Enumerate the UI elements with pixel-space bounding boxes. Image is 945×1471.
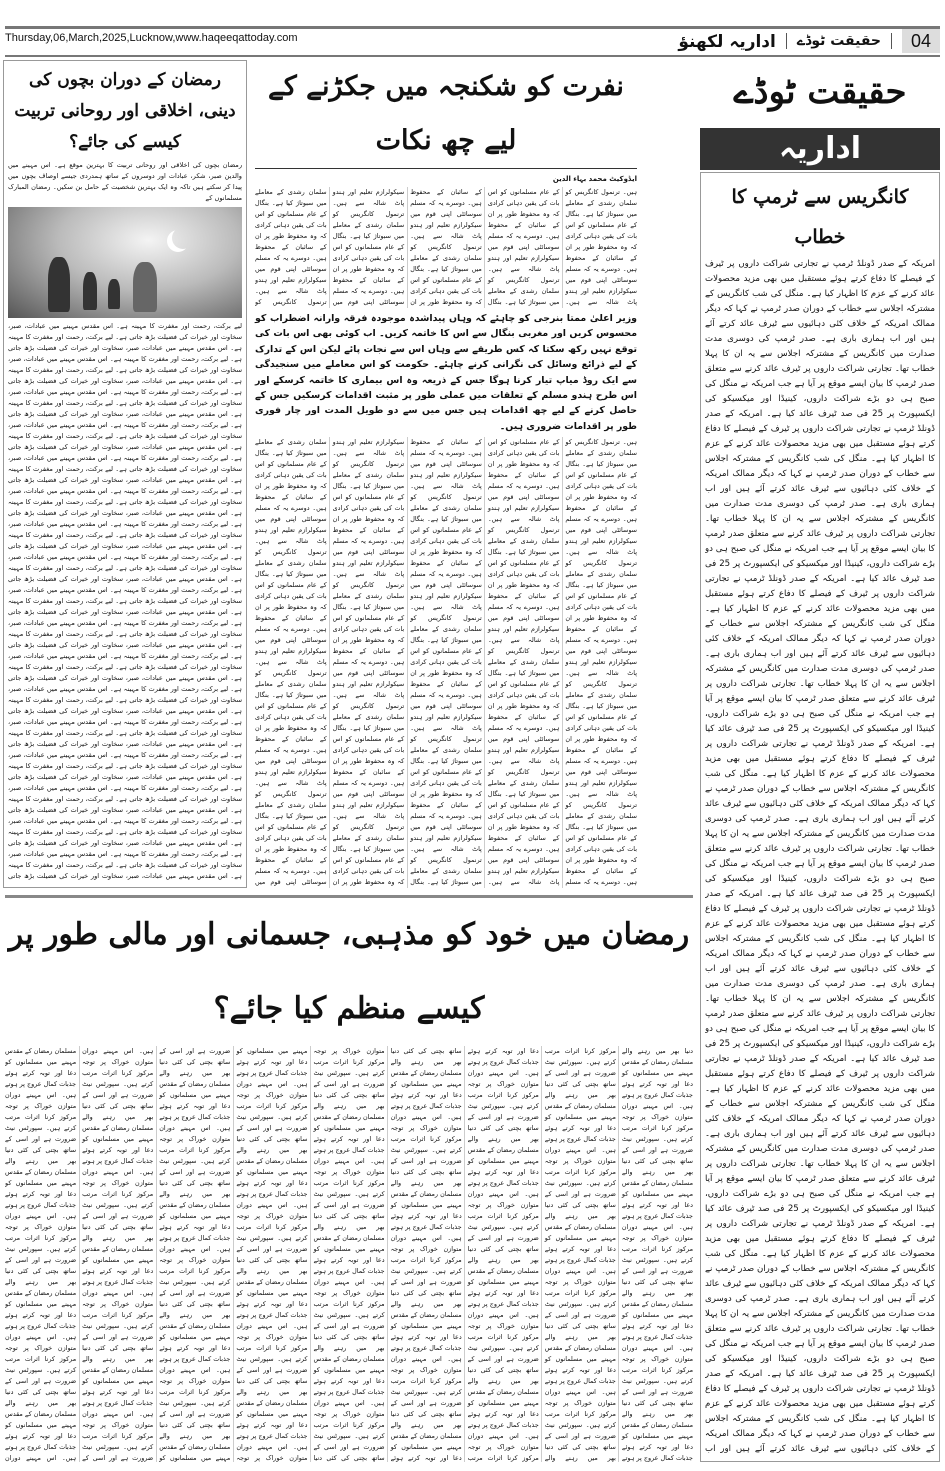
editorial-column — [700, 60, 940, 1462]
masthead-logo: حقیقت ٹوڈے — [733, 72, 907, 112]
middle-article — [255, 60, 637, 888]
figure-mother — [133, 262, 157, 312]
bottom-article — [5, 895, 693, 1462]
figure-father — [48, 257, 70, 312]
left-article-intro: رمضان بچوں کی اخلاقی اور روحانی تربیت کا بہترین موقع ہے۔ اس مہینے میں والدین صبر، شکر، عبادات اور دوسروں کے ساتھ ہمدردی جیسے اوصاف بچوں میں پیدا کر سکتے ہیں تاکہ وہ ایک بہترین شخصیت کے حامل بن سکیں۔ رمضان المبارک مسلمانوں کے — [8, 161, 242, 202]
editorial-title: کانگریس سے ٹرمپ کا خطاب — [731, 186, 909, 248]
middle-article-title: نفرت کو شکنجہ میں جکڑنے کے لیے چھ نکات — [255, 60, 637, 169]
dateline: Thursday,06,March,2025,Lucknow,www.haqeeqattoday.com — [5, 32, 298, 44]
author-byline: ایڈوکیٹ محمد بہاء الدین — [552, 175, 637, 183]
left-article-body: لیے برکت، رحمت اور مغفرت کا مہینہ ہے۔ اس مقدس مہینے میں عبادات، صبر، سخاوت اور خیرات کی فضیلت بڑھ جاتی ہے۔ لیے برکت، رحمت اور مغفرت کا مہینہ ہے۔ اس مقدس مہینے میں عبادات، صبر، سخاوت اور خیرات کی فضیلت بڑھ جاتی ہے۔ لیے برکت، رحمت اور مغفرت کا مہینہ ہے۔ اس مقدس مہینے میں عبادات، صبر، سخاوت اور خیرات کی فضیلت بڑھ جاتی ہے۔ لیے برکت، رحمت اور مغفرت کا مہینہ ہے۔ اس مقدس مہینے میں عبادات، صبر، سخاوت اور خیرات کی فضیلت بڑھ جاتی ہے۔ لیے برکت، رحمت اور مغفرت کا مہینہ ہے۔ اس مقدس مہینے میں عبادات، صبر، سخاوت اور خیرات کی فضیلت بڑھ جاتی ہے۔ لیے برکت، رحمت اور مغفرت کا مہینہ ہے۔ اس مقدس مہینے میں عبادات، صبر، سخاوت اور خیرات کی فضیلت بڑھ جاتی ہے۔ لیے برکت، رحمت اور مغفرت کا مہینہ ہے۔ اس مقدس مہینے میں عبادات، صبر، سخاوت اور خیرات کی فضیلت بڑھ جاتی ہے۔ لیے برکت، رحمت اور مغفرت کا مہینہ ہے۔ اس مقدس مہینے میں عبادات، صبر، سخاوت اور خیرات کی فضیلت بڑھ جاتی ہے۔ لیے برکت، رحمت اور مغفرت کا مہینہ ہے۔ اس مقدس مہینے میں عبادات، صبر، سخاوت اور خیرات کی فضیلت بڑھ جاتی ہے۔ لیے برکت، رحمت اور مغفرت کا مہینہ ہے۔ اس مقدس مہینے میں عبادات، صبر، سخاوت اور خیرات کی فضیلت بڑھ جاتی ہے۔ لیے برکت، رحمت اور مغفرت کا مہینہ ہے۔ اس مقدس مہینے میں عبادات، صبر، سخاوت اور خیرات کی فضیلت بڑھ جاتی ہے۔ لیے برکت، رحمت اور مغفرت کا مہینہ ہے۔ اس مقدس مہینے میں عبادات، صبر، سخاوت اور خیرات کی فضیلت بڑھ جاتی ہے۔ لیے برکت، رحمت اور مغفرت کا مہینہ ہے۔ اس مقدس مہینے میں عبادات، صبر، سخاوت اور خیرات کی فضیلت بڑھ جاتی ہے۔ لیے برکت، رحمت اور مغفرت کا مہینہ ہے۔ اس مقدس مہینے میں عبادات، صبر، سخاوت اور خیرات کی فضیلت بڑھ جاتی ہے۔ لیے برکت، رحمت اور مغفرت کا مہینہ ہے۔ اس مقدس مہینے میں عبادات، صبر، سخاوت اور خیرات کی فضیلت بڑھ جاتی ہے۔ لیے برکت، رحمت اور مغفرت کا مہینہ ہے۔ اس مقدس مہینے میں عبادات، صبر، سخاوت اور خیرات کی فضیلت بڑھ جاتی ہے۔ لیے برکت، رحمت اور مغفرت کا مہینہ ہے۔ اس مقدس مہینے میں عبادات، صبر، سخاوت اور خیرات کی فضیلت بڑھ جاتی ہے۔ لیے برکت، رحمت اور مغفرت کا مہینہ ہے۔ اس مقدس مہینے میں عبادات، صبر، سخاوت اور خیرات کی فضیلت بڑھ جاتی ہے۔ لیے برکت، رحمت اور مغفرت کا مہینہ ہے۔ اس مقدس مہینے میں عبادات، صبر، سخاوت اور خیرات کی فضیلت بڑھ جاتی ہے۔ لیے برکت، رحمت اور مغفرت کا مہینہ ہے۔ اس مقدس مہینے میں عبادات، صبر، سخاوت اور خیرات کی فضیلت بڑھ جاتی ہے۔ لیے برکت، رحمت اور مغفرت کا مہینہ ہے۔ اس مقدس مہینے میں عبادات، صبر، سخاوت اور خیرات کی فضیلت بڑھ جاتی ہے۔ لیے برکت، رحمت اور مغفرت کا مہینہ ہے۔ اس مقدس مہینے میں عبادات، صبر، سخاوت اور خیرات کی فضیلت بڑھ جاتی ہے۔ لیے برکت، رحمت اور مغفرت کا مہینہ ہے۔ اس مقدس مہینے میں عبادات، صبر، سخاوت اور خیرات کی فضیلت بڑھ جاتی ہے۔ لیے برکت، رحمت اور مغفرت کا مہینہ ہے۔ اس مقدس مہینے میں عبادات، صبر، سخاوت اور خیرات کی فضیلت بڑھ جاتی ہے۔ لیے برکت، رحمت اور مغفرت کا مہینہ ہے۔ اس مقدس مہینے میں عبادات، صبر، سخاوت اور خیرات کی فضیلت بڑھ جاتی ہے۔ لیے برکت، رحمت اور مغفرت کا مہینہ ہے۔ اس مقدس مہینے میں عبادات، صبر، سخاوت اور خیرات کی فضیلت بڑھ جاتی ہے۔ لیے برکت، رحمت اور مغفرت کا مہینہ ہے۔ اس مقدس مہینے میں عبادات، صبر، سخاوت اور خیرات کی فضیلت بڑھ جاتی ہے۔ لیے برکت، رحمت اور مغفرت کا مہینہ ہے۔ اس مقدس مہینے میں عبادات، صبر، سخاوت اور خیرات کی فضیلت بڑھ جاتی ہے۔ لیے برکت، رحمت اور مغفرت کا مہینہ ہے۔ اس مقدس مہینے میں عبادات، صبر، سخاوت اور خیرات کی فضیلت بڑھ جاتی ہے۔ لیے برکت، رحمت اور مغفرت کا مہینہ ہے۔ اس مقدس مہینے میں عبادات، صبر، سخاوت اور خیرات کی فضیلت بڑھ جاتی ہے۔ لیے برکت، رحمت اور مغفرت کا مہینہ ہے۔ اس مقدس مہینے میں عبادات، صبر، سخاوت اور خیرات کی فضیلت بڑھ جاتی ہے۔ لیے برکت، رحمت اور مغفرت کا مہینہ ہے۔ اس مقدس مہینے میں عبادات، صبر، سخاوت اور خیرات کی فضیلت بڑھ جاتی ہے۔ لیے برکت، رحمت اور مغفرت کا مہینہ ہے۔ اس مقدس مہینے میں عبادات، صبر، سخاوت اور خیرات کی فضیلت بڑھ جاتی ہے۔ لیے برکت، رحمت اور مغفرت کا مہینہ ہے۔ اس مقدس مہینے میں عبادات، صبر، سخاوت اور خیرات کی فضیلت بڑھ جاتی — [8, 322, 242, 880]
header-rule — [5, 55, 940, 57]
middle-article-body-bottom: ہیں۔ ترنمول کانگریس کو سلمان رشدی کے معاملے میں سبوتاژ کیا ہے۔ بنگال کے عام مسلمانوں کو اس بات کی یقین دہانی کرادی کہ وہ محفوظ طور پر ان کے سائبان کے محفوظ ہیں۔ دوسرے یہ کہ مسلم سوسائٹی اپنی قوم میں سیکولرازم تعلیم اور ہندو پاٹ شالہ سے ہیں۔ ترنمول کانگریس کو سلمان رشدی کے معاملے میں سبوتاژ کیا ہے۔ بنگال کے عام مسلمانوں کو اس بات کی یقین دہانی کرادی کہ وہ محفوظ طور پر ان کے سائبان کے محفوظ ہیں۔ دوسرے یہ کہ مسلم سوسائٹی اپنی قوم میں سیکولرازم تعلیم اور ہندو پاٹ شالہ سے ہیں۔ ترنمول کانگریس کو سلمان رشدی کے معاملے میں سبوتاژ کیا ہے۔ بنگال کے عام مسلمانوں کو اس بات کی یقین دہانی کرادی کہ وہ محفوظ طور پر ان کے سائبان کے محفوظ ہیں۔ دوسرے یہ کہ مسلم سوسائٹی اپنی قوم میں سیکولرازم تعلیم اور ہندو پاٹ شالہ سے ہیں۔ ترنمول کانگریس کو سلمان رشدی کے معاملے میں سبوتاژ کیا ہے۔ بنگال کے عام مسلمانوں کو اس بات کی یقین دہانی کرادی کہ وہ محفوظ طور پر ان کے سائبان کے محفوظ ہیں۔ دوسرے یہ کہ مسلم کے عام مسلمانوں کو اس بات کی یقین دہانی کرادی کہ وہ محفوظ طور پر ان کے سائبان کے محفوظ ہیں۔ دوسرے یہ کہ مسلم سوسائٹی اپنی قوم میں سیکولرازم تعلیم اور ہندو پاٹ شالہ سے ہیں۔ ترنمول کانگریس کو سلمان رشدی کے معاملے میں سبوتاژ کیا ہے۔ بنگال کے عام مسلمانوں کو اس بات کی یقین دہانی کرادی کہ وہ محفوظ طور پر ان کے سائبان کے محفوظ ہیں۔ دوسرے یہ کہ مسلم سوسائٹی اپنی قوم میں سیکولرازم تعلیم اور ہندو پاٹ شالہ سے ہیں۔ ترنمول کانگریس کو سلمان رشدی کے معاملے میں سبوتاژ کیا ہے۔ بنگال کے عام مسلمانوں کو اس بات کی یقین دہانی کرادی کہ وہ محفوظ طور پر ان کے سائبان کے محفوظ ہیں۔ دوسرے یہ کہ مسلم سوسائٹی اپنی قوم میں سیکولرازم تعلیم اور ہندو پاٹ شالہ سے ہیں۔ ترنمول کانگریس کو سلمان رشدی کے معاملے میں سبوتاژ کیا ہے۔ بنگال کے عام مسلمانوں کو اس بات کی یقین دہانی کرادی کہ وہ محفوظ طور پر ان کے سائبان کے محفوظ ہیں۔ دوسرے یہ کہ مسلم سوسائٹی اپنی قوم میں سیکولرازم تعلیم اور ہندو پاٹ شالہ سے ہیں۔ کے سائبان کے محفوظ ہیں۔ دوسرے یہ کہ مسلم سوسائٹی اپنی قوم میں سیکولرازم تعلیم اور ہندو پاٹ شالہ سے ہیں۔ ترنمول کانگریس کو سلمان رشدی کے معاملے میں سبوتاژ کیا ہے۔ بنگال کے عام مسلمانوں کو اس بات کی یقین دہانی کرادی کہ وہ محفوظ طور پر ان کے سائبان کے محفوظ ہیں۔ دوسرے یہ کہ مسلم سوسائٹی اپنی قوم میں سیکولرازم تعلیم اور ہندو پاٹ شالہ سے ہیں۔ ترنمول کانگریس کو سلمان رشدی کے معاملے میں سبوتاژ کیا ہے۔ بنگال کے عام مسلمانوں کو اس بات کی یقین دہانی کرادی کہ وہ محفوظ طور پر ان کے سائبان کے محفوظ ہیں۔ دوسرے یہ کہ مسلم سوسائٹی اپنی قوم میں سیکولرازم تعلیم اور ہندو پاٹ شالہ سے ہیں۔ ترنمول کانگریس کو سلمان رشدی کے معاملے میں سبوتاژ کیا ہے۔ بنگال کے عام مسلمانوں کو اس بات کی یقین دہانی کرادی کہ وہ محفوظ طور پر ان کے سائبان کے محفوظ ہیں۔ دوسرے یہ کہ مسلم سوسائٹی اپنی قوم میں سیکولرازم تعلیم اور ہندو پاٹ شالہ سے ہیں۔ ترنمول کانگریس کو سلمان رشدی کے معاملے میں سبوتاژ کیا ہے۔ بنگال سیکولرازم تعلیم اور ہندو پاٹ شالہ سے ہیں۔ ترنمول کانگریس کو سلمان رشدی کے معاملے میں سبوتاژ کیا ہے۔ بنگال کے عام مسلمانوں کو اس بات کی یقین دہانی کرادی کہ وہ محفوظ طور پر ان کے سائبان کے محفوظ ہیں۔ دوسرے یہ کہ مسلم سوسائٹی اپنی قوم میں سیکولرازم تعلیم اور ہندو پاٹ شالہ سے ہیں۔ ترنمول کانگریس کو سلمان رشدی کے معاملے میں سبوتاژ کیا ہے۔ بنگال کے عام مسلمانوں کو اس بات کی یقین دہانی کرادی کہ وہ محفوظ طور پر ان کے سائبان کے محفوظ ہیں۔ دوسرے یہ کہ مسلم سوسائٹی اپنی قوم میں سیکولرازم تعلیم اور ہندو پاٹ شالہ سے ہیں۔ ترنمول کانگریس کو سلمان رشدی کے معاملے میں سبوتاژ کیا ہے۔ بنگال کے عام مسلمانوں کو اس بات کی یقین دہانی کرادی کہ وہ محفوظ طور پر ان کے سائبان کے محفوظ ہیں۔ دوسرے یہ کہ مسلم سوسائٹی اپنی قوم میں سیکولرازم تعلیم اور ہندو پاٹ شالہ سے ہیں۔ ترنمول کانگریس کو سلمان رشدی کے معاملے میں سبوتاژ کیا ہے۔ بنگال کے عام مسلمانوں کو اس بات کی یقین دہانی کرادی کہ وہ محفوظ طور پر ان سلمان رشدی کے معاملے میں سبوتاژ کیا ہے۔ بنگال کے عام مسلمانوں کو اس بات کی یقین دہانی کرادی کہ وہ محفوظ طور پر ان کے سائبان کے محفوظ ہیں۔ دوسرے یہ کہ مسلم سوسائٹی اپنی قوم میں سیکولرازم تعلیم اور ہندو پاٹ شالہ سے ہیں۔ ترنمول کانگریس کو سلمان رشدی کے معاملے میں سبوتاژ کیا ہے۔ بنگال کے عام مسلمانوں کو اس بات کی یقین دہانی کرادی کہ وہ محفوظ طور پر ان کے سائبان کے محفوظ ہیں۔ دوسرے یہ کہ مسلم سوسائٹی اپنی قوم میں سیکولرازم تعلیم اور ہندو پاٹ شالہ سے ہیں۔ ترنمول کانگریس کو سلمان رشدی کے معاملے میں سبوتاژ کیا ہے۔ بنگال کے عام مسلمانوں کو اس بات کی یقین دہانی کرادی کہ وہ محفوظ طور پر ان کے سائبان کے محفوظ ہیں۔ دوسرے یہ کہ مسلم سوسائٹی اپنی قوم میں سیکولرازم تعلیم اور ہندو پاٹ شالہ سے ہیں۔ ترنمول کانگریس کو سلمان رشدی کے معاملے میں سبوتاژ کیا ہے۔ بنگال کے عام مسلمانوں کو اس بات کی یقین دہانی کرادی کہ وہ محفوظ طور پر ان کے سائبان کے محفوظ ہیں۔ دوسرے یہ کہ مسلم سوسائٹی اپنی قوم میں — [255, 438, 637, 887]
editorial-label: اداریہ — [700, 128, 940, 170]
left-article — [3, 60, 247, 888]
figure-child — [108, 279, 120, 309]
bottom-article-body: دنیا بھر میں رہنے والے مسلمان رمضان کے مقدس مہینے میں مسلمانوں کو دعا اور توبہ کرتے ہوئے جذبات کمال عروج پر ہوتے ہیں۔ اس مہینے دوران متوازن خوراک پر توجہ مرکوز کرنا اثرات مرتب کرتے ہیں۔ سپورٹس نیٹ ضرورت ہے اور اسی کے ساتھ بچتی کی کئی دنیا بھر میں رہنے والے مسلمان رمضان کے مقدس مہینے میں مسلمانوں کو دعا اور توبہ کرتے ہوئے جذبات کمال عروج پر ہوتے ہیں۔ اس مہینے دوران متوازن خوراک پر توجہ مرکوز کرنا اثرات مرتب کرتے ہیں۔ سپورٹس نیٹ ضرورت ہے اور اسی کے ساتھ بچتی کی کئی دنیا بھر میں رہنے والے مسلمان رمضان کے مقدس مہینے میں مسلمانوں کو دعا اور توبہ کرتے ہوئے جذبات کمال عروج پر ہوتے ہیں۔ اس مہینے دوران متوازن خوراک پر توجہ مرکوز کرنا اثرات مرتب کرتے ہیں۔ سپورٹس نیٹ ضرورت ہے اور اسی کے ساتھ بچتی کی کئی دنیا بھر میں رہنے والے مسلمان رمضان کے مقدس مہینے میں مسلمانوں کو دعا اور توبہ کرتے ہوئے جذبات کمال عروج پر ہوتے مرکوز کرنا اثرات مرتب کرتے ہیں۔ سپورٹس نیٹ ضرورت ہے اور اسی کے ساتھ بچتی کی کئی دنیا بھر میں رہنے والے مسلمان رمضان کے مقدس مہینے میں مسلمانوں کو دعا اور توبہ کرتے ہوئے جذبات کمال عروج پر ہوتے ہیں۔ اس مہینے دوران متوازن خوراک پر توجہ مرکوز کرنا اثرات مرتب کرتے ہیں۔ سپورٹس نیٹ ضرورت ہے اور اسی کے ساتھ بچتی کی کئی دنیا بھر میں رہنے والے مسلمان رمضان کے مقدس مہینے میں مسلمانوں کو دعا اور توبہ کرتے ہوئے جذبات کمال عروج پر ہوتے ہیں۔ اس مہینے دوران متوازن خوراک پر توجہ مرکوز کرنا اثرات مرتب کرتے ہیں۔ سپورٹس نیٹ ضرورت ہے اور اسی کے ساتھ بچتی کی کئی دنیا بھر میں رہنے والے مسلمان رمضان کے مقدس مہینے میں مسلمانوں کو دعا اور توبہ کرتے ہوئے جذبات کمال عروج پر ہوتے ہیں۔ اس مہینے دوران متوازن خوراک پر توجہ مرکوز کرنا اثرات مرتب کرتے ہیں۔ سپورٹس نیٹ ضرورت ہے اور اسی کے ساتھ بچتی کی کئی دنیا بھر میں رہنے والے دعا اور توبہ کرتے ہوئے جذبات کمال عروج پر ہوتے ہیں۔ اس مہینے دوران متوازن خوراک پر توجہ مرکوز کرنا اثرات مرتب کرتے ہیں۔ سپورٹس نیٹ ضرورت ہے اور اسی کے ساتھ بچتی کی کئی دنیا بھر میں رہنے والے مسلمان رمضان کے مقدس مہینے میں مسلمانوں کو دعا اور توبہ کرتے ہوئے جذبات کمال عروج پر ہوتے ہیں۔ اس مہینے دوران متوازن خوراک پر توجہ مرکوز کرنا اثرات مرتب کرتے ہیں۔ سپورٹس نیٹ ضرورت ہے اور اسی کے ساتھ بچتی کی کئی دنیا بھر میں رہنے والے مسلمان رمضان کے مقدس مہینے میں مسلمانوں کو دعا اور توبہ کرتے ہوئے جذبات کمال عروج پر ہوتے ہیں۔ اس مہینے دوران متوازن خوراک پر توجہ مرکوز کرنا اثرات مرتب کرتے ہیں۔ سپورٹس نیٹ ضرورت ہے اور اسی کے ساتھ بچتی کی کئی دنیا بھر میں رہنے والے مسلمان رمضان کے مقدس مہینے میں مسلمانوں کو دعا اور توبہ کرتے ہوئے جذبات کمال عروج پر ہوتے ہیں۔ اس مہینے دوران متوازن خوراک پر توجہ مرکوز کرنا اثرات مرتب ساتھ بچتی کی کئی دنیا بھر میں رہنے والے مسلمان رمضان کے مقدس مہینے میں مسلمانوں کو دعا اور توبہ کرتے ہوئے جذبات کمال عروج پر ہوتے ہیں۔ اس مہینے دوران متوازن خوراک پر توجہ مرکوز کرنا اثرات مرتب کرتے ہیں۔ سپورٹس نیٹ ضرورت ہے اور اسی کے ساتھ بچتی کی کئی دنیا بھر میں رہنے والے مسلمان رمضان کے مقدس مہینے میں مسلمانوں کو دعا اور توبہ کرتے ہوئے جذبات کمال عروج پر ہوتے ہیں۔ اس مہینے دوران متوازن خوراک پر توجہ مرکوز کرنا اثرات مرتب کرتے ہیں۔ سپورٹس نیٹ ضرورت ہے اور اسی کے ساتھ بچتی کی کئی دنیا بھر میں رہنے والے مسلمان رمضان کے مقدس مہینے میں مسلمانوں کو دعا اور توبہ کرتے ہوئے جذبات کمال عروج پر ہوتے ہیں۔ اس مہینے دوران متوازن خوراک پر توجہ مرکوز کرنا اثرات مرتب کرتے ہیں۔ سپورٹس نیٹ ضرورت ہے اور اسی کے ساتھ بچتی کی کئی دنیا بھر میں رہنے والے مسلمان رمضان کے مقدس مہینے میں مسلمانوں کو دعا اور توبہ کرتے ہوئے متوازن خوراک پر توجہ مرکوز کرنا اثرات مرتب کرتے ہیں۔ سپورٹس نیٹ ضرورت ہے اور اسی کے ساتھ بچتی کی کئی دنیا بھر میں رہنے والے مسلمان رمضان کے مقدس مہینے میں مسلمانوں کو دعا اور توبہ کرتے ہوئے جذبات کمال عروج پر ہوتے ہیں۔ اس مہینے دوران متوازن خوراک پر توجہ مرکوز کرنا اثرات مرتب کرتے ہیں۔ سپورٹس نیٹ ضرورت ہے اور اسی کے ساتھ بچتی کی کئی دنیا بھر میں رہنے والے مسلمان رمضان کے مقدس مہینے میں مسلمانوں کو دعا اور توبہ کرتے ہوئے جذبات کمال عروج پر ہوتے ہیں۔ اس مہینے دوران متوازن خوراک پر توجہ مرکوز کرنا اثرات مرتب کرتے ہیں۔ سپورٹس نیٹ ضرورت ہے اور اسی کے ساتھ بچتی کی کئی دنیا بھر میں رہنے والے مسلمان رمضان کے مقدس مہینے میں مسلمانوں کو دعا اور توبہ کرتے ہوئے جذبات کمال عروج پر ہوتے ہیں۔ اس مہینے دوران متوازن خوراک پر توجہ مرکوز کرنا اثرات مرتب کرتے ہیں۔ سپورٹس نیٹ ضرورت ہے اور اسی کے ساتھ بچتی کی کئی دنیا مہینے میں مسلمانوں کو دعا اور توبہ کرتے ہوئے جذبات کمال عروج پر ہوتے ہیں۔ اس مہینے دوران متوازن خوراک پر توجہ مرکوز کرنا اثرات مرتب کرتے ہیں۔ سپورٹس نیٹ ضرورت ہے اور اسی کے ساتھ بچتی کی کئی دنیا بھر میں رہنے والے مسلمان رمضان کے مقدس مہینے میں مسلمانوں کو دعا اور توبہ کرتے ہوئے جذبات کمال عروج پر ہوتے ہیں۔ اس مہینے دوران متوازن خوراک پر توجہ مرکوز کرنا اثرات مرتب کرتے ہیں۔ سپورٹس نیٹ ضرورت ہے اور اسی کے ساتھ بچتی کی کئی دنیا بھر میں رہنے والے مسلمان رمضان کے مقدس مہینے میں مسلمانوں کو دعا اور توبہ کرتے ہوئے جذبات کمال عروج پر ہوتے ہیں۔ اس مہینے دوران متوازن خوراک پر توجہ مرکوز کرنا اثرات مرتب کرتے ہیں۔ سپورٹس نیٹ ضرورت ہے اور اسی کے ساتھ بچتی کی کئی دنیا بھر میں رہنے والے مسلمان رمضان کے مقدس مہینے میں مسلمانوں کو دعا اور توبہ کرتے ہوئے جذبات کمال عروج پر ہوتے ہیں۔ اس مہینے دوران متوازن خوراک پر توجہ ضرورت ہے اور اسی کے ساتھ بچتی کی کئی دنیا بھر میں رہنے والے مسلمان رمضان کے مقدس مہینے میں مسلمانوں کو دعا اور توبہ کرتے ہوئے جذبات کمال عروج پر ہوتے ہیں۔ اس مہینے دوران متوازن خوراک پر توجہ مرکوز کرنا اثرات مرتب کرتے ہیں۔ سپورٹس نیٹ ضرورت ہے اور اسی کے ساتھ بچتی کی کئی دنیا بھر میں رہنے والے مسلمان رمضان کے مقدس مہینے میں مسلمانوں کو دعا اور توبہ کرتے ہوئے جذبات کمال عروج پر ہوتے ہیں۔ اس مہینے دوران متوازن خوراک پر توجہ مرکوز کرنا اثرات مرتب کرتے ہیں۔ سپورٹس نیٹ ضرورت ہے اور اسی کے ساتھ بچتی کی کئی دنیا بھر میں رہنے والے مسلمان رمضان کے مقدس مہینے میں مسلمانوں کو دعا اور توبہ کرتے ہوئے جذبات کمال عروج پر ہوتے ہیں۔ اس مہینے دوران متوازن خوراک پر توجہ مرکوز کرنا اثرات مرتب کرتے ہیں۔ سپورٹس نیٹ ضرورت ہے اور اسی کے ساتھ بچتی کی کئی دنیا بھر میں رہنے والے مسلمان رمضان کے مقدس مہینے میں مسلمانوں کو ہیں۔ اس مہینے دوران متوازن خوراک پر توجہ مرکوز کرنا اثرات مرتب کرتے ہیں۔ سپورٹس نیٹ ضرورت ہے اور اسی کے ساتھ بچتی کی کئی دنیا بھر میں رہنے والے مسلمان رمضان کے مقدس مہینے میں مسلمانوں کو دعا اور توبہ کرتے ہوئے جذبات کمال عروج پر ہوتے ہیں۔ اس مہینے دوران متوازن خوراک پر توجہ مرکوز کرنا اثرات مرتب کرتے ہیں۔ سپورٹس نیٹ ضرورت ہے اور اسی کے ساتھ بچتی کی کئی دنیا بھر میں رہنے والے مسلمان رمضان کے مقدس مہینے میں مسلمانوں کو دعا اور توبہ کرتے ہوئے جذبات کمال عروج پر ہوتے ہیں۔ اس مہینے دوران متوازن خوراک پر توجہ مرکوز کرنا اثرات مرتب کرتے ہیں۔ سپورٹس نیٹ ضرورت ہے اور اسی کے ساتھ بچتی کی کئی دنیا بھر میں رہنے والے مسلمان رمضان کے مقدس مہینے میں مسلمانوں کو دعا اور توبہ کرتے ہوئے جذبات کمال عروج پر ہوتے ہیں۔ اس مہینے دوران متوازن خوراک پر توجہ مرکوز کرنا اثرات مرتب کرتے ہیں۔ سپورٹس نیٹ ضرورت ہے اور اسی کے مسلمان رمضان کے مقدس مہینے میں مسلمانوں کو دعا اور توبہ کرتے ہوئے جذبات کمال عروج پر ہوتے ہیں۔ اس مہینے دوران متوازن خوراک پر توجہ مرکوز کرنا اثرات مرتب کرتے ہیں۔ سپورٹس نیٹ ضرورت ہے اور اسی کے ساتھ بچتی کی کئی دنیا بھر میں رہنے والے مسلمان رمضان کے مقدس مہینے میں مسلمانوں کو دعا اور توبہ کرتے ہوئے جذبات کمال عروج پر ہوتے ہیں۔ اس مہینے دوران متوازن خوراک پر توجہ مرکوز کرنا اثرات مرتب کرتے ہیں۔ سپورٹس نیٹ ضرورت ہے اور اسی کے ساتھ بچتی کی کئی دنیا بھر میں رہنے والے مسلمان رمضان کے مقدس مہینے میں مسلمانوں کو دعا اور توبہ کرتے ہوئے جذبات کمال عروج پر ہوتے ہیں۔ اس مہینے دوران متوازن خوراک پر توجہ مرکوز کرنا اثرات مرتب کرتے ہیں۔ سپورٹس نیٹ ضرورت ہے اور اسی کے ساتھ بچتی کی کئی دنیا بھر میں رہنے والے مسلمان رمضان کے مقدس مہینے میں مسلمانوں کو دعا اور توبہ کرتے ہوئے جذبات کمال عروج پر ہوتے ہیں۔ اس مہینے دوران — [5, 1047, 693, 1462]
article-illustration — [8, 207, 242, 318]
figure-child — [83, 272, 97, 310]
editorial-body: امریکہ کے صدر ڈونلڈ ٹرمپ نے تجارتی شراکت داروں پر ٹیرف کے فیصلے کا دفاع کرتے ہوئے مستقبل میں بھی مزید محصولات عائد کرنے کے عزم کا اظہار کیا ہے۔ منگل کی شب کانگریس کے مشترکہ اجلاس سے خطاب کے دوران صدر ٹرمپ نے کہا کہ دیگر ممالک امریکہ کے خلاف کئی دہائیوں سے ٹیرف عائد کرتے آئے ہیں اور اب ہماری باری ہے۔ صدر ٹرمپ کی دوسری مدت صدارت میں کانگریس کے مشترکہ اجلاس سے یہ ان کا پہلا خطاب تھا۔ تجارتی شراکت داروں پر ٹیرف عائد کرنے سے متعلق صدر ٹرمپ کا بیان ایسے موقع پر آیا ہے جب امریکہ نے منگل کی صبح ہی دو بڑے شراکت داروں، کینیڈا اور میکسیکو کی ایکسپورٹ پر 25 فی صد ٹیرف عائد کیا ہے۔ امریکہ کے صدر ڈونلڈ ٹرمپ نے تجارتی شراکت داروں پر ٹیرف کے فیصلے کا دفاع کرتے ہوئے مستقبل میں بھی مزید محصولات عائد کرنے کے عزم کا اظہار کیا ہے۔ منگل کی شب کانگریس کے مشترکہ اجلاس سے خطاب کے دوران صدر ٹرمپ نے کہا کہ دیگر ممالک امریکہ کے خلاف کئی دہائیوں سے ٹیرف عائد کرتے آئے ہیں اور اب ہماری باری ہے۔ صدر ٹرمپ کی دوسری مدت صدارت میں کانگریس کے مشترکہ اجلاس سے یہ ان کا پہلا خطاب تھا۔ تجارتی شراکت داروں پر ٹیرف عائد کرنے سے متعلق صدر ٹرمپ کا بیان ایسے موقع پر آیا ہے جب امریکہ نے منگل کی صبح ہی دو بڑے شراکت داروں، کینیڈا اور میکسیکو کی ایکسپورٹ پر 25 فی صد ٹیرف عائد کیا ہے۔ امریکہ کے صدر ڈونلڈ ٹرمپ نے تجارتی شراکت داروں پر ٹیرف کے فیصلے کا دفاع کرتے ہوئے مستقبل میں بھی مزید محصولات عائد کرنے کے عزم کا اظہار کیا ہے۔ منگل کی شب کانگریس کے مشترکہ اجلاس سے خطاب کے دوران صدر ٹرمپ نے کہا کہ دیگر ممالک امریکہ کے خلاف کئی دہائیوں سے ٹیرف عائد کرتے آئے ہیں اور اب ہماری باری ہے۔ صدر ٹرمپ کی دوسری مدت صدارت میں کانگریس کے مشترکہ اجلاس سے یہ ان کا پہلا خطاب تھا۔ تجارتی شراکت داروں پر ٹیرف عائد کرنے سے متعلق صدر ٹرمپ کا بیان ایسے موقع پر آیا ہے جب امریکہ نے منگل کی صبح ہی دو بڑے شراکت داروں، کینیڈا اور میکسیکو کی ایکسپورٹ پر 25 فی صد ٹیرف عائد کیا ہے۔ امریکہ کے صدر ڈونلڈ ٹرمپ نے تجارتی شراکت داروں پر ٹیرف کے فیصلے کا دفاع کرتے ہوئے مستقبل میں بھی مزید محصولات عائد کرنے کے عزم کا اظہار کیا ہے۔ منگل کی شب کانگریس کے مشترکہ اجلاس سے خطاب کے دوران صدر ٹرمپ نے کہا کہ دیگر ممالک امریکہ کے خلاف کئی دہائیوں سے ٹیرف عائد کرتے آئے ہیں اور اب ہماری باری ہے۔ صدر ٹرمپ کی دوسری مدت صدارت میں کانگریس کے مشترکہ اجلاس سے یہ ان کا پہلا خطاب تھا۔ تجارتی شراکت داروں پر ٹیرف عائد کرنے سے متعلق صدر ٹرمپ کا بیان ایسے موقع پر آیا ہے جب امریکہ نے منگل کی صبح ہی دو بڑے شراکت داروں، کینیڈا اور میکسیکو کی ایکسپورٹ پر 25 فی صد ٹیرف عائد کیا ہے۔ امریکہ کے صدر ڈونلڈ ٹرمپ نے تجارتی شراکت داروں پر ٹیرف کے فیصلے کا دفاع کرتے ہوئے مستقبل میں بھی مزید محصولات عائد کرنے کے عزم کا اظہار کیا ہے۔ منگل کی شب کانگریس کے مشترکہ اجلاس سے خطاب کے دوران صدر ٹرمپ نے کہا کہ دیگر ممالک امریکہ کے خلاف کئی دہائیوں سے ٹیرف عائد کرتے آئے ہیں اور اب ہماری باری ہے۔ صدر ٹرمپ کی دوسری مدت صدارت میں کانگریس کے مشترکہ اجلاس سے یہ ان کا پہلا خطاب تھا۔ تجارتی شراکت داروں پر ٹیرف عائد کرنے سے متعلق صدر ٹرمپ کا بیان ایسے موقع پر آیا ہے جب امریکہ نے منگل کی صبح ہی دو بڑے شراکت داروں، کینیڈا اور میکسیکو کی ایکسپورٹ پر 25 فی صد ٹیرف عائد کیا ہے۔ امریکہ کے صدر ڈونلڈ ٹرمپ نے تجارتی شراکت داروں پر ٹیرف کے فیصلے کا دفاع کرتے ہوئے مستقبل میں بھی مزید محصولات عائد کرنے کے عزم کا اظہار کیا ہے۔ منگل کی شب کانگریس کے مشترکہ اجلاس سے خطاب کے دوران صدر ٹرمپ نے کہا کہ دیگر ممالک امریکہ کے خلاف کئی دہائیوں سے ٹیرف عائد کرتے آئے ہیں اور اب ہماری باری ہے۔ صدر ٹرمپ کی دوسری مدت صدارت میں کانگریس کے مشترکہ اجلاس سے یہ ان کا پہلا خطاب تھا۔ تجارتی شراکت داروں پر ٹیرف عائد کرنے سے متعلق صدر ٹرمپ کا بیان ایسے موقع پر آیا ہے جب امریکہ نے منگل کی صبح ہی دو بڑے شراکت داروں، کینیڈا اور میکسیکو کی ایکسپورٹ پر 25 فی صد ٹیرف عائد کیا ہے۔ امریکہ کے صدر ڈونلڈ ٹرمپ نے تجارتی شراکت داروں پر ٹیرف کے فیصلے کا دفاع کرتے ہوئے مستقبل میں بھی مزید محصولات عائد کرنے کے عزم کا اظہار کیا ہے۔ منگل کی شب کانگریس کے مشترکہ اجلاس سے خطاب کے دوران صدر ٹرمپ نے کہا کہ دیگر ممالک امریکہ کے خلاف کئی دہائیوں سے ٹیرف عائد کرتے آئے ہیں اور اب ہماری باری ہے۔ صدر ٹرمپ کی دوسری مدت صدارت میں کانگریس کے مشترکہ اجلاس سے یہ ان کا پہلا خطاب تھا۔ تجارتی شراکت داروں پر ٹیرف عائد کرنے سے متعلق صدر ٹرمپ کا بیان ایسے موقع پر آیا ہے جب امریکہ نے منگل کی صبح ہی دو بڑے شراکت داروں، کینیڈا اور میکسیکو کی ایکسپورٹ پر 25 فی صد ٹیرف عائد کیا ہے۔ امریکہ کے صدر ڈونلڈ ٹرمپ نے تجارتی شراکت داروں پر ٹیرف کے فیصلے کا دفاع کرتے ہوئے مستقبل میں بھی مزید محصولات عائد کرنے کے عزم کا اظہار کیا ہے۔ منگل کی شب کانگریس کے مشترکہ اجلاس سے خطاب کے دوران صدر ٹرمپ نے کہا کہ دیگر ممالک امریکہ کے خلاف کئی دہائیوں سے ٹیرف عائد کرتے آئے ہیں اور اب — [705, 259, 935, 1454]
middle-article-body-top: ہیں۔ ترنمول کانگریس کو سلمان رشدی کے معاملے میں سبوتاژ کیا ہے۔ بنگال کے عام مسلمانوں کو اس بات کی یقین دہانی کرادی کہ وہ محفوظ طور پر ان کے سائبان کے محفوظ ہیں۔ دوسرے یہ کہ مسلم سوسائٹی اپنی قوم میں سیکولرازم تعلیم اور ہندو پاٹ شالہ سے ہیں۔ کے عام مسلمانوں کو اس بات کی یقین دہانی کرادی کہ وہ محفوظ طور پر ان کے سائبان کے محفوظ ہیں۔ دوسرے یہ کہ مسلم سوسائٹی اپنی قوم میں سیکولرازم تعلیم اور ہندو پاٹ شالہ سے ہیں۔ ترنمول کانگریس کو سلمان رشدی کے معاملے میں سبوتاژ کیا ہے۔ بنگال کے سائبان کے محفوظ ہیں۔ دوسرے یہ کہ مسلم سوسائٹی اپنی قوم میں سیکولرازم تعلیم اور ہندو پاٹ شالہ سے ہیں۔ ترنمول کانگریس کو سلمان رشدی کے معاملے میں سبوتاژ کیا ہے۔ بنگال کے عام مسلمانوں کو اس بات کی یقین دہانی کرادی کہ وہ محفوظ طور پر ان سیکولرازم تعلیم اور ہندو پاٹ شالہ سے ہیں۔ ترنمول کانگریس کو سلمان رشدی کے معاملے میں سبوتاژ کیا ہے۔ بنگال کے عام مسلمانوں کو اس بات کی یقین دہانی کرادی کہ وہ محفوظ طور پر ان کے سائبان کے محفوظ ہیں۔ دوسرے یہ کہ مسلم سوسائٹی اپنی قوم میں سلمان رشدی کے معاملے میں سبوتاژ کیا ہے۔ بنگال کے عام مسلمانوں کو اس بات کی یقین دہانی کرادی کہ وہ محفوظ طور پر ان کے سائبان کے محفوظ ہیں۔ دوسرے یہ کہ مسلم سوسائٹی اپنی قوم میں سیکولرازم تعلیم اور ہندو پاٹ شالہ سے ہیں۔ ترنمول کانگریس کو — [255, 188, 637, 306]
left-article-title: رمضان کے دوران بچوں کی دینی، اخلاقی اور روحانی تربیت کیسے کی جائے؟ — [14, 70, 236, 152]
section-title: اداریہ لکھنؤ — [678, 31, 776, 52]
header-right — [678, 29, 940, 53]
page-number: 04 — [902, 29, 940, 53]
bottom-article-title: رمضان میں خود کو مذہبی، جسمانی اور مالی طور پر کیسے منظم کیا جائے؟ — [8, 917, 690, 1026]
brand-logo: حقیقت ٹوڈے — [786, 33, 892, 49]
highlight-quote: وزیر اعلیٰ ممتا بنرجی کو چاہئے کہ وہاں پیداشدہ موجودہ فرقہ وارانہ اضطراب کو محسوس کریں اور مغربی بنگال سے اس کا خاتمہ کریں۔ اب کوئی بھی اس بات کی توقع نہیں رکھ سکتا کہ کس طریقے سے وہاں اس سے نجات پائے لیکن اس کے تدارک کے لیے ذرائع وسائل کی نگرانی کرنے چاہئے۔ حکومت کو اس معاملے میں سنجیدگی سے ایک روڈ میاپ تیار کرنا ہوگا جس کے ذریعہ وہ اس بیماری کا خاتمہ کرسکے اور اس طرح ہندو مسلم کے تعلقات میں عملی طور پر مثبت اقدامات کرسکیں جس کے حاصل کرنے کے لیے چھ اقدامات ہیں جس میں سے دو طویل المدت اور چار فوری طور پر اقدامات ضروری ہیں۔ — [255, 313, 637, 432]
crescent-moon-icon — [172, 227, 194, 249]
